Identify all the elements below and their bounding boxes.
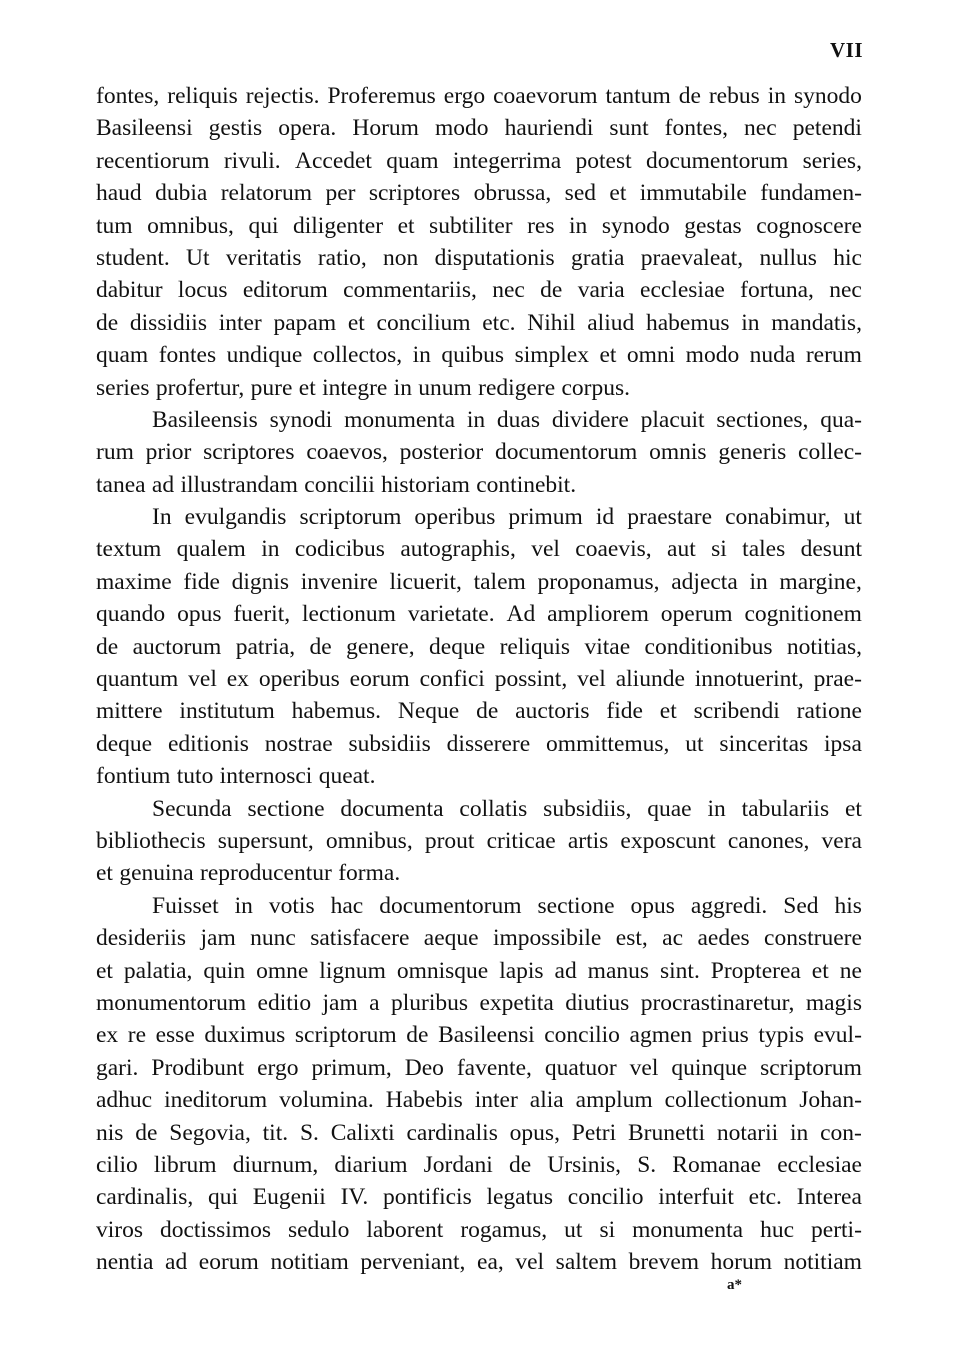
text-line: gari. Prodibunt ergo primum, Deo favente, quatuor vel quinque scriptorum	[96, 1054, 862, 1081]
text-line: cardinalis, qui Eugenii IV. pontificis legatus concilio interfuit etc. Interea	[96, 1184, 862, 1211]
text-line: tum omnibus, qui diligenter et subtiliter res in synodo gestas cognoscere	[96, 212, 862, 239]
text-line: deque editionis nostrae subsidiis disserere ommittemus, ut sinceritas ipsa	[96, 730, 862, 757]
text-line: textum qualem in codicibus autographis, vel coaevis, aut si tales desunt	[96, 536, 862, 563]
text-line: nis de Segovia, tit. S. Calixti cardinalis opus, Petri Brunetti notarii in con-	[96, 1119, 862, 1146]
text-line: quam fontes undique collectos, in quibus simplex et omni modo nuda rerum	[96, 342, 862, 369]
text-line: de dissidiis inter papam et concilium etc. Nihil aliud habemus in mandatis,	[96, 309, 862, 336]
text-line: adhuc ineditorum volumina. Habebis inter alia amplum collectionum Johan-	[96, 1087, 862, 1114]
body-text	[96, 80, 862, 1278]
text-line: monumentorum editio jam a pluribus expetita diutius procrastinaretur, magis	[96, 989, 862, 1016]
signature-mark: a*	[727, 1277, 742, 1293]
page-number: VII	[829, 38, 863, 62]
text-line: fontes, reliquis rejectis. Proferemus ergo coaevorum tantum de rebus in synodo	[96, 83, 862, 109]
text-line: tanea ad illustrandam concilii historiam continebit.	[96, 471, 577, 498]
text-line: fontium tuto internosci queat.	[96, 763, 376, 790]
text-line: nentia ad eorum notitiam perveniant, ea, vel saltem brevem horum notitiam	[96, 1249, 862, 1276]
text-line: ex re esse duximus scriptorum de Basileensi concilio agmen prius typis evul-	[96, 1022, 862, 1049]
text-line: maxime fide dignis invenire licuerit, talem proponamus, adjecta in margine,	[96, 568, 862, 595]
text-line: cilio librum diurnum, diarium Jordani de Ursinis, S. Romanae ecclesiae	[96, 1151, 862, 1178]
text-line: de auctorum patria, de genere, deque reliquis vitae conditionibus notitias,	[96, 633, 862, 660]
text-line: student. Ut veritatis ratio, non disputationis gratia praevaleat, nullus hic	[96, 244, 862, 271]
text-line: et genuina reproducentur forma.	[96, 860, 401, 887]
text-line: et palatia, quin omne lignum omnisque lapis ad manus sint. Propterea et ne	[96, 957, 862, 984]
text-line: recentiorum rivuli. Accedet quam integerrima potest documentorum series,	[96, 147, 862, 174]
text-line: rum prior scriptores coaevos, posterior documentorum omnis generis collec-	[96, 439, 862, 466]
text-line: haud dubia relatorum per scriptores obrussa, sed et immutabile fundamen-	[96, 180, 862, 207]
text-line: Basileensi gestis opera. Horum modo hauriendi sunt fontes, nec petendi	[96, 115, 862, 142]
text-line: bibliothecis supersunt, omnibus, prout criticae artis exposcunt canones, vera	[96, 827, 862, 854]
text-line: quando opus fuerit, lectionum varietate. Ad ampliorem operum cognitionem	[96, 601, 862, 628]
text-line: viros doctissimos sedulo laborent rogamus, ut si monumenta huc perti-	[96, 1216, 862, 1243]
text-line: mittere institutum habemus. Neque de auctoris fide et scribendi ratione	[96, 698, 862, 725]
text-line: series profertur, pure et integre in unum redigere corpus.	[96, 374, 631, 401]
text-line: Fuisset in votis hac documentorum sectione opus aggredi. Sed his	[152, 892, 862, 919]
text-line: In evulgandis scriptorum operibus primum id praestare conabimur, ut	[152, 504, 862, 531]
text-line: quantum vel ex operibus eorum confici possint, vel aliunde innotuerint, prae-	[96, 666, 862, 693]
text-line: Secunda sectione documenta collatis subsidiis, quae in tabulariis et	[152, 795, 862, 822]
text-line: dabitur locus editorum commentariis, nec de varia ecclesiae fortuna, nec	[96, 277, 862, 304]
text-line: desideriis jam nunc satisfacere aeque impossibile est, ac aedes construere	[96, 925, 862, 952]
text-line: Basileensis synodi monumenta in duas dividere placuit sectiones, qua-	[152, 406, 862, 433]
